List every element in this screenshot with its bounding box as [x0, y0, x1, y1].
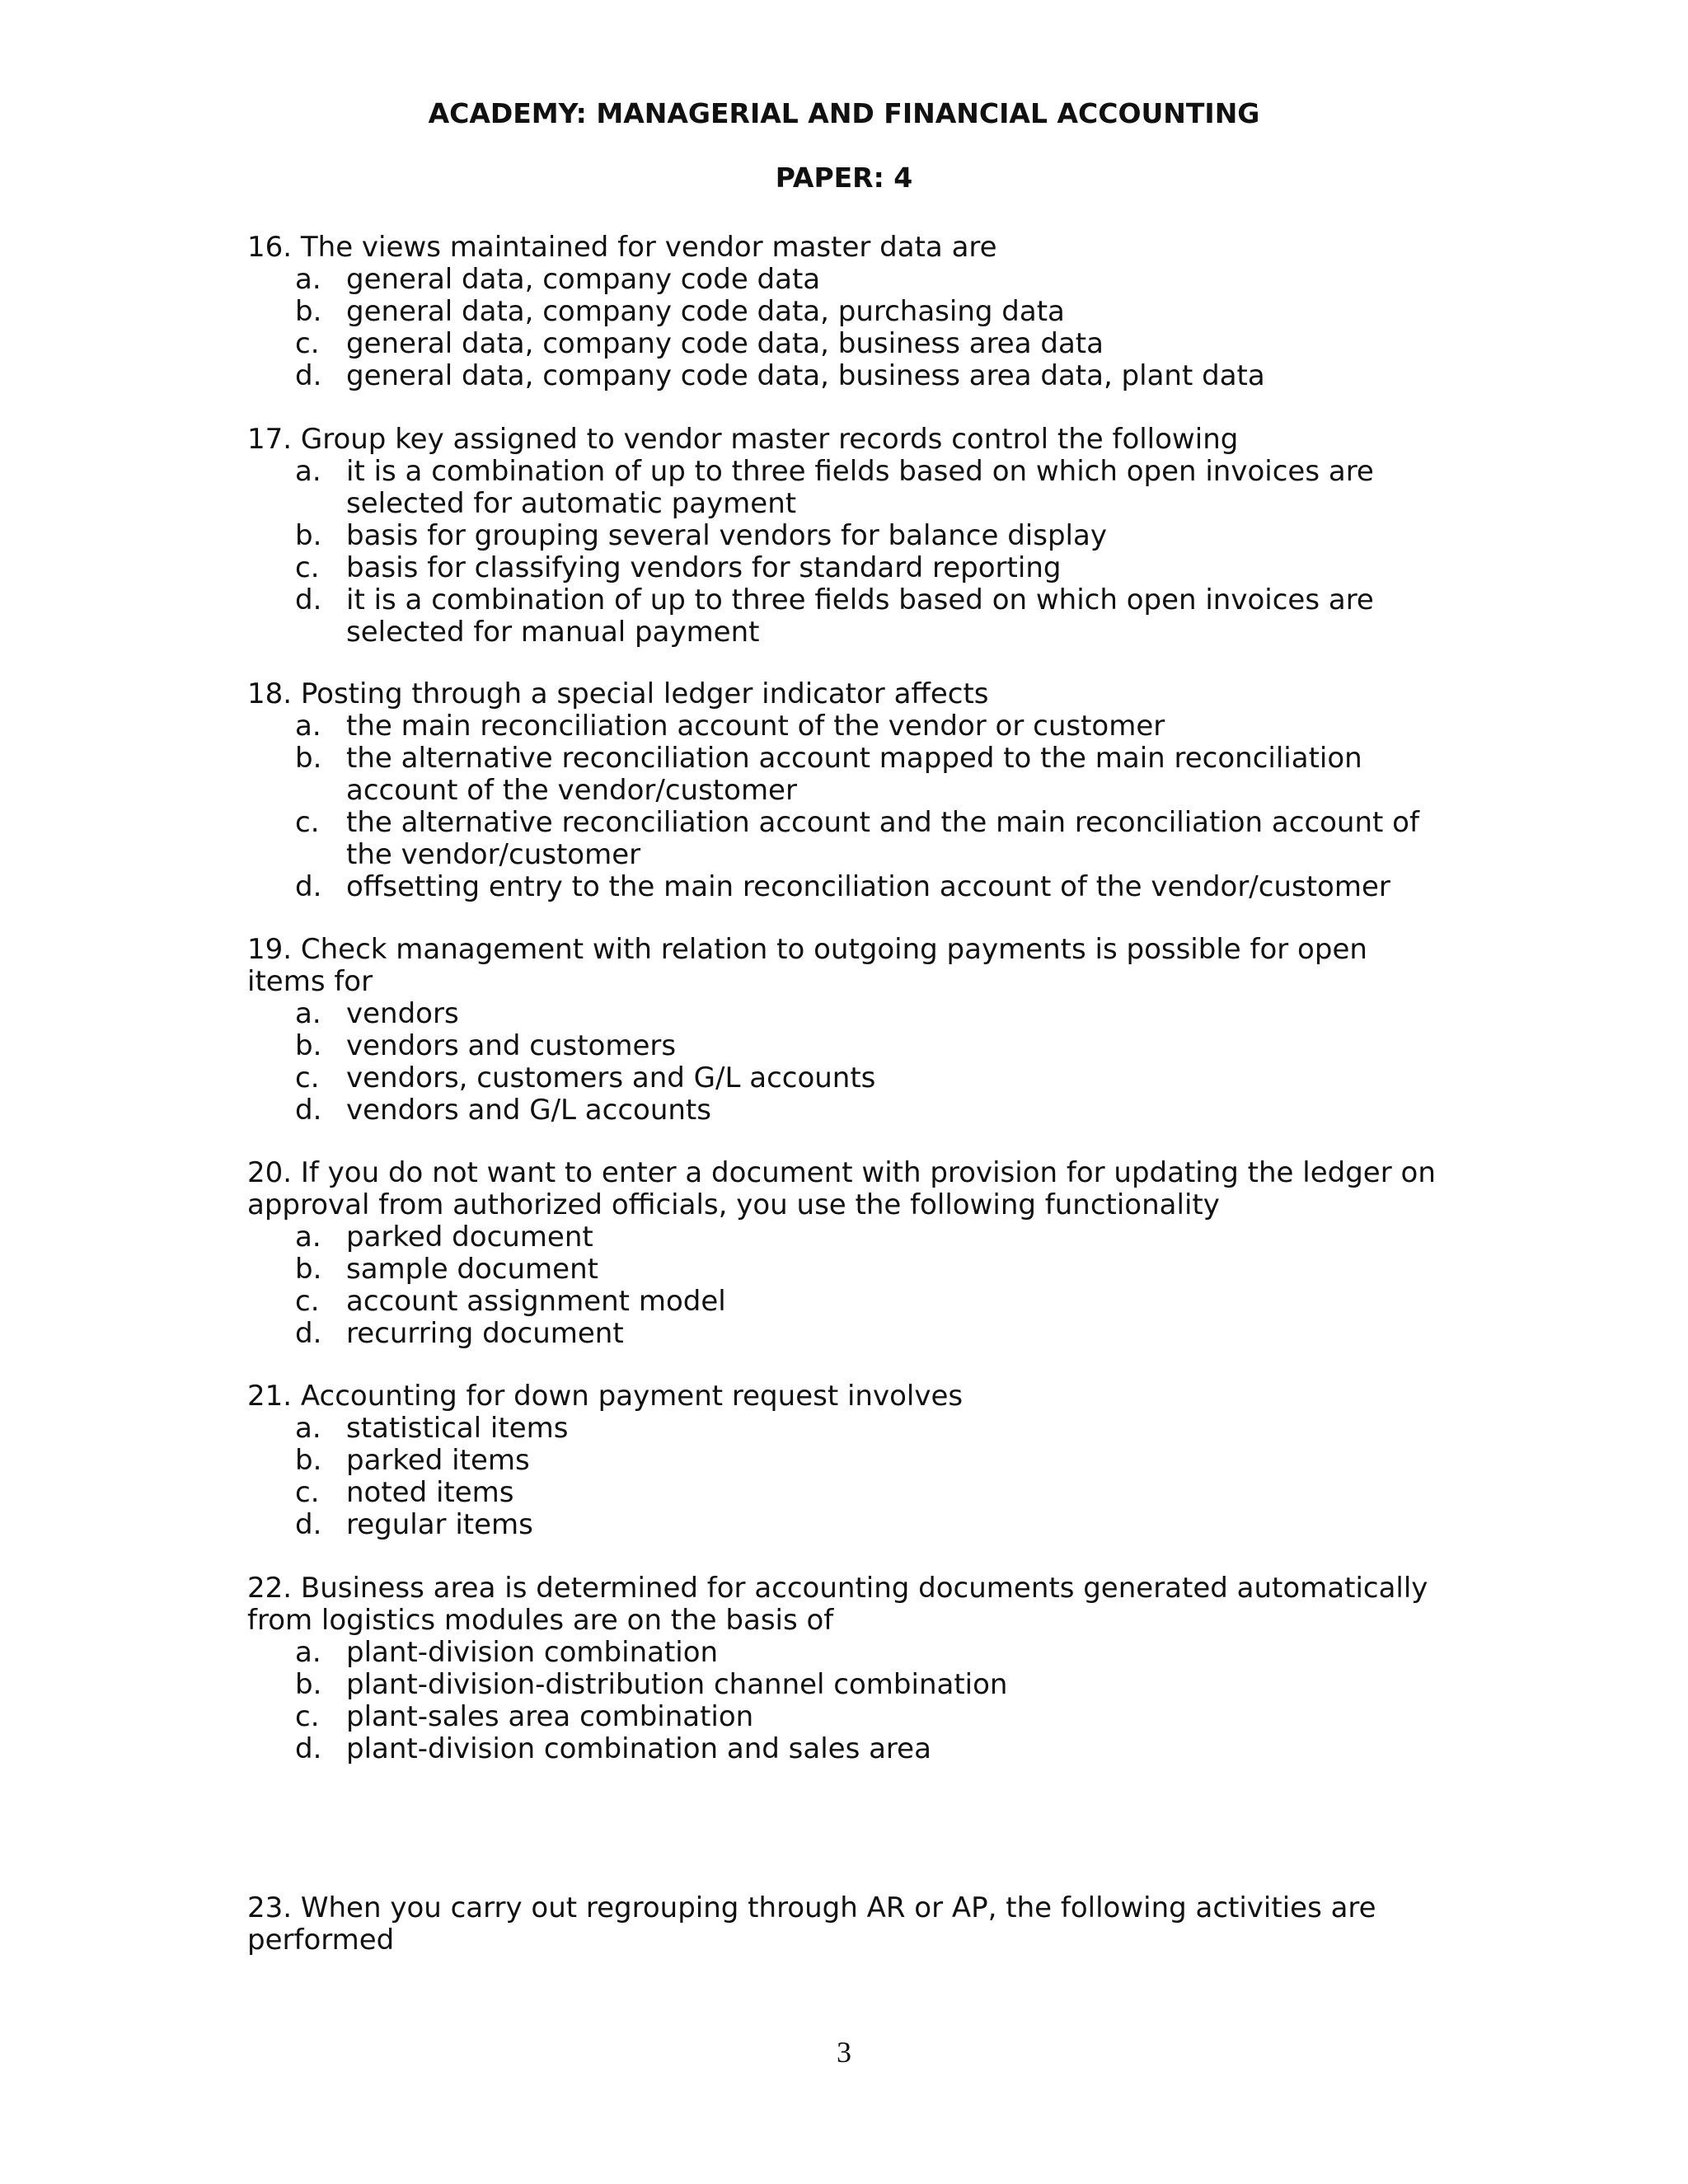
option-item	[247, 328, 1451, 360]
option-item	[247, 1733, 1451, 1765]
question-20	[247, 1157, 1451, 1350]
option-letter: d.	[295, 1508, 322, 1541]
option-item	[247, 743, 1451, 807]
option-text: account assignment model	[346, 1285, 726, 1318]
option-item	[247, 1318, 1451, 1350]
question-stem: 21. Accounting for down payment request involves	[247, 1380, 964, 1413]
option-text: parked document	[346, 1221, 593, 1254]
option-list	[247, 1637, 1451, 1765]
option-list	[247, 998, 1451, 1127]
option-letter: a.	[295, 710, 321, 743]
option-letter: a.	[295, 455, 321, 488]
option-text: parked items	[346, 1444, 530, 1477]
option-letter: c.	[295, 1062, 320, 1094]
option-item	[247, 871, 1451, 903]
option-item	[247, 1062, 1451, 1094]
question-stem: 23. When you carry out regrouping through AR or AP, the following activities are performed	[247, 1891, 1376, 1957]
option-letter: b.	[295, 742, 322, 775]
option-item	[247, 584, 1451, 649]
option-item	[247, 520, 1451, 552]
option-text: plant-division-distribution channel combination	[346, 1668, 1008, 1701]
option-item	[247, 1030, 1451, 1062]
option-letter: c.	[295, 806, 320, 839]
question-stem: 16. The views maintained for vendor master data are	[247, 231, 997, 264]
option-item	[247, 1637, 1451, 1669]
option-letter: c.	[295, 1285, 320, 1318]
option-item	[247, 456, 1451, 520]
question-17	[247, 424, 1451, 649]
option-item	[247, 552, 1451, 584]
option-text: statistical items	[346, 1412, 569, 1445]
option-item	[247, 998, 1451, 1030]
question-stem: 20. If you do not want to enter a document with provision for updating the ledger on approval from authorized officials, you use the following functionality	[247, 1156, 1436, 1221]
option-letter: c.	[295, 1700, 320, 1733]
option-item	[247, 1094, 1451, 1127]
question-stem: 19. Check management with relation to outgoing payments is possible for open items for	[247, 933, 1367, 998]
option-letter: d.	[295, 1317, 322, 1350]
option-text: basis for classifying vendors for standard reporting	[346, 551, 1062, 584]
option-list	[247, 264, 1451, 392]
question-16	[247, 232, 1451, 392]
question-stem: 22. Business area is determined for accounting documents generated automatically from logistics modules are on the basis of	[247, 1572, 1428, 1637]
option-item	[247, 1477, 1451, 1509]
option-text: plant-division combination and sales area	[346, 1732, 931, 1765]
question-18	[247, 678, 1451, 903]
option-text: vendors and G/L accounts	[346, 1094, 711, 1127]
option-item	[247, 1221, 1451, 1254]
option-letter: d.	[295, 870, 322, 903]
option-text: the alternative reconciliation account mapped to the main reconciliation account of the vendor/customer	[346, 742, 1362, 807]
option-letter: a.	[295, 1412, 321, 1445]
option-text: it is a combination of up to three fields based on which open invoices are selected for manual payment	[346, 583, 1374, 649]
option-item	[247, 296, 1451, 328]
option-text: plant-sales area combination	[346, 1700, 754, 1733]
paper-number: PAPER: 4	[775, 162, 913, 194]
option-text: vendors	[346, 997, 459, 1030]
option-item	[247, 1445, 1451, 1477]
option-text: plant-division combination	[346, 1636, 719, 1669]
option-letter: b.	[295, 295, 322, 328]
option-text: the alternative reconciliation account and the main reconciliation account of the vendor/customer	[346, 806, 1419, 871]
option-text: regular items	[346, 1508, 533, 1541]
option-item	[247, 1254, 1451, 1286]
option-letter: d.	[295, 1094, 322, 1127]
option-letter: d.	[295, 359, 322, 392]
option-letter: d.	[295, 1732, 322, 1765]
option-item	[247, 1286, 1451, 1318]
page-number: 3	[837, 2036, 851, 2069]
option-letter: b.	[295, 1253, 322, 1286]
option-list	[247, 710, 1451, 903]
option-letter: c.	[295, 551, 320, 584]
document-title: ACADEMY: MANAGERIAL AND FINANCIAL ACCOUNTING	[428, 97, 1260, 129]
option-item	[247, 1669, 1451, 1701]
option-item	[247, 1509, 1451, 1541]
option-letter: c.	[295, 327, 320, 360]
question-19	[247, 934, 1451, 1127]
option-letter: a.	[295, 1221, 321, 1254]
option-letter: b.	[295, 1668, 322, 1701]
option-letter: d.	[295, 583, 322, 616]
option-text: noted items	[346, 1476, 514, 1509]
option-item	[247, 807, 1451, 871]
option-letter: a.	[295, 263, 321, 296]
question-23	[247, 1892, 1451, 1957]
option-text: recurring document	[346, 1317, 624, 1350]
option-letter: a.	[295, 1636, 321, 1669]
option-list	[247, 456, 1451, 649]
option-text: vendors, customers and G/L accounts	[346, 1062, 876, 1094]
option-text: sample document	[346, 1253, 598, 1286]
option-text: it is a combination of up to three fields based on which open invoices are selected for automatic payment	[346, 455, 1374, 520]
option-item	[247, 1701, 1451, 1733]
option-item	[247, 264, 1451, 296]
question-21	[247, 1380, 1451, 1541]
question-stem: 17. Group key assigned to vendor master records control the following	[247, 423, 1239, 456]
option-text: the main reconciliation account of the vendor or customer	[346, 710, 1165, 743]
option-text: general data, company code data, business area data	[346, 327, 1104, 360]
option-item	[247, 360, 1451, 392]
option-text: general data, company code data	[346, 263, 821, 296]
option-list	[247, 1221, 1451, 1350]
option-letter: a.	[295, 997, 321, 1030]
option-letter: c.	[295, 1476, 320, 1509]
option-letter: b.	[295, 1444, 322, 1477]
option-text: general data, company code data, purchasing data	[346, 295, 1065, 328]
option-text: vendors and customers	[346, 1029, 677, 1062]
option-item	[247, 1413, 1451, 1445]
option-text: general data, company code data, business area data, plant data	[346, 359, 1265, 392]
option-letter: b.	[295, 519, 322, 552]
option-item	[247, 710, 1451, 743]
question-22	[247, 1572, 1451, 1765]
option-text: basis for grouping several vendors for balance display	[346, 519, 1107, 552]
option-letter: b.	[295, 1029, 322, 1062]
option-text: offsetting entry to the main reconciliation account of the vendor/customer	[346, 870, 1390, 903]
option-list	[247, 1413, 1451, 1541]
question-stem: 18. Posting through a special ledger indicator affects	[247, 677, 989, 710]
